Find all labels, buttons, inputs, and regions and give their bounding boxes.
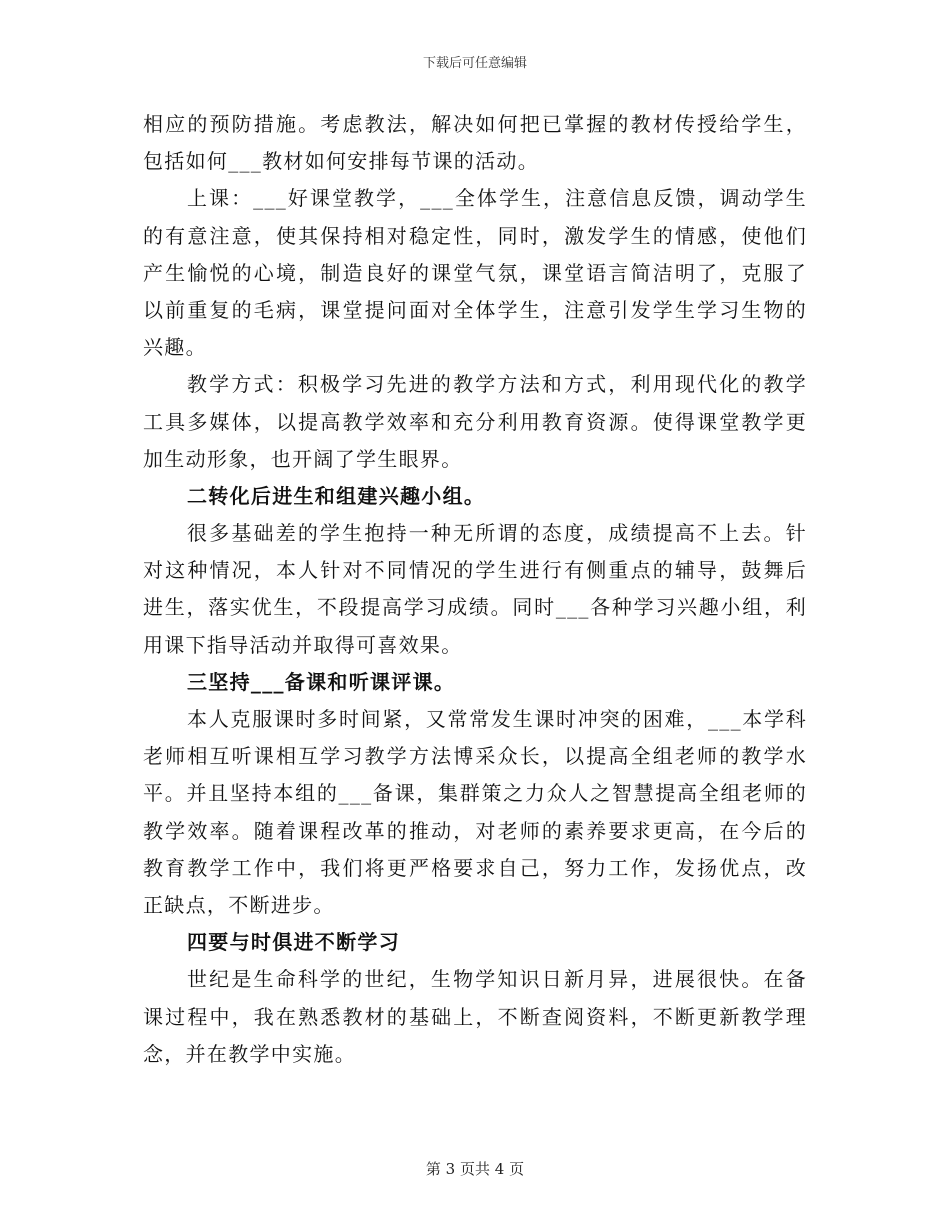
text-line: 正缺点，不断进步。 (143, 892, 335, 917)
section-heading: 四要与时俱进不断学习 (187, 930, 400, 955)
document-body (143, 106, 807, 1073)
text-line: 平。并且坚持本组的___备课，集群策之力众人之智慧提高全组老师的 (143, 781, 807, 806)
text-line: 以前重复的毛病，课堂提问面对全体学生，注意引发学生学习生物的 (143, 297, 807, 322)
text-line: 加生动形象，也开阔了学生眼界。 (143, 446, 463, 471)
text-line: 念，并在教学中实施。 (143, 1041, 356, 1066)
text-line: 相应的预防措施。考虑教法，解决如何把已掌握的教材传授给学生， (143, 112, 807, 136)
text-line: 教育教学工作中，我们将更严格要求自己，努力工作，发扬优点，改 (143, 855, 807, 880)
text-line: 工具多媒体，以提高教学效率和充分利用教育资源。使得课堂教学更 (143, 409, 807, 434)
section-heading: 三坚持___备课和听课评课。 (187, 669, 456, 694)
text-line: 很多基础差的学生抱持一种无所谓的态度，成绩提高不上去。针 (187, 521, 807, 546)
text-line: 兴趣。 (143, 335, 207, 360)
text-line: 本人克服课时多时间紧，又常常发生课时冲突的困难，___本学科 (187, 707, 807, 731)
text-line: 课过程中，我在熟悉教材的基础上，不断查阅资料，不断更新教学理 (143, 1004, 807, 1029)
text-line: 教学方式：积极学习先进的教学方法和方式，利用现代化的教学 (187, 372, 807, 397)
text-line: 产生愉悦的心境，制造良好的课堂气氛，课堂语言简洁明了，克服了 (143, 260, 807, 285)
text-line: 包括如何___教材如何安排每节课的活动。 (143, 149, 539, 174)
text-line: 教学效率。随着课程改革的推动，对老师的素养要求更高，在今后的 (143, 818, 807, 843)
page-number: 第 3 页共 4 页 (425, 1160, 525, 1178)
text-line: 用课下指导活动并取得可喜效果。 (143, 632, 463, 657)
page-header: 下载后可任意编辑 (422, 56, 527, 71)
text-line: 世纪是生命科学的世纪，生物学知识日新月异，进展很快。在备 (187, 967, 807, 992)
section-heading: 二转化后进生和组建兴趣小组。 (187, 483, 486, 508)
text-line: 老师相互听课相互学习教学方法博采众长，以提高全组老师的教学水 (143, 744, 807, 769)
text-line: 的有意注意，使其保持相对稳定性，同时，激发学生的情感，使他们 (143, 223, 807, 248)
text-line: 进生，落实优生，不段提高学习成绩。同时___各种学习兴趣小组，利 (143, 595, 807, 620)
text-line: 对这种情况，本人针对不同情况的学生进行有侧重点的辅导，鼓舞后 (143, 558, 807, 583)
text-line: 上课：___好课堂教学，___全体学生，注意信息反馈，调动学生 (187, 186, 807, 211)
